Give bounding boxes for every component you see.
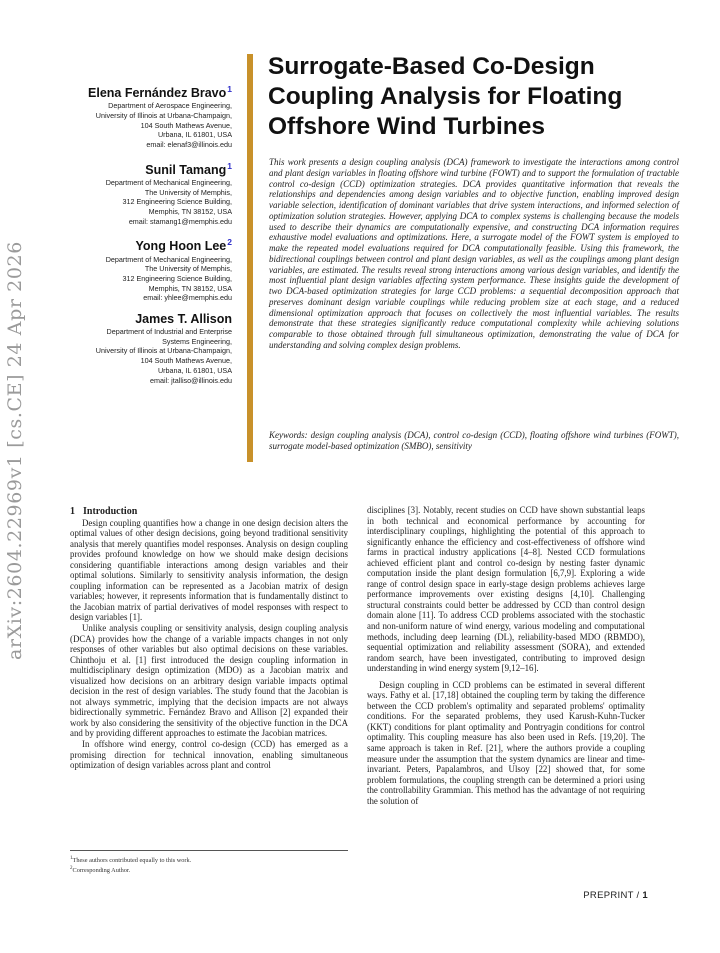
page-number: 1 (642, 890, 648, 901)
page-separator: / (636, 890, 640, 901)
affiliation-line: 104 South Mathews Avenue, (140, 120, 232, 130)
author-footnote-mark: 1 (227, 84, 232, 94)
section-number: 1 (70, 506, 75, 517)
author-name: Sunil Tamang$^1$ (145, 160, 232, 177)
abstract: This work presents a design coupling analysis (DCA) framework to investigate the interactions among control and plant design variables in floating offshore wind turbine (FOWT) and to support the formulation of tractable control co-design (CCD) optimization strategies. DCA provides quantitative information that reveals the relationships and dependencies among design variables and to objective function, enabling improved design variable selection, identification of dominant variables that drive system interactions, and informed selection of optimization solution strategies. However, applying DCA to complex systems is challenging because the models used to describe their dynamics are computationally expensive, and constructing DCA information requires exhaustive model evaluations and optimizations. Here, a surrogate model of the FOWT system is employed to make the repeated model evaluations required for DCA computationally feasible. Using this framework, the bidirectional couplings between control and plant design variables, as well as the couplings among plant design variables, are estimated. The results reveal strong interactions among various design variables, and identify the most influential plant design variables affecting system performance. These insights guide the development of two DCA-based optimization strategies for large CCD problems: a sequential decomposition approach that preserves dominant design variable couplings while reducing problem size at each stage, and a reduced dimensional optimization approach that focuses on collectively the most influential variables. The results demonstrate that these strategies significantly reduce computational complexity while achieving solutions comparable to those obtained through full simultaneous optimization, demonstrating the value of DCA for understanding and solving complex design problems. (269, 157, 679, 350)
affiliation-line: University of Illinois at Urbana-Champaign, (95, 346, 232, 356)
affiliation-line: 104 South Mathews Avenue, (140, 356, 232, 366)
author-name: Elena Fernández Bravo$^1$ (88, 84, 232, 101)
author-name: Yong Hoon Lee$^2$ (135, 237, 232, 254)
affiliation-line: 312 Engineering Science Building, (122, 197, 232, 207)
body-column-left (70, 507, 348, 771)
affiliation-line: Department of Industrial and Enterprise (106, 327, 232, 337)
author-entry (60, 235, 232, 303)
body-column-right (367, 505, 645, 806)
affiliation-line: The University of Memphis, (144, 264, 232, 274)
paragraph: Unlike analysis coupling or sensitivity analysis, design coupling analysis (DCA) provides how the change of a variable impacts changes in not only responses of other variables but also optimal decisions on these variables. Chinthoju et al. [1] first introduced the design coupling information in multidisciplinary design optimization (MDO) as a Jacobian matrix and visualized how decisions on an arbitrary design variable impacts optimal decision in the rest of design variables. The study found that the Jacobian is not always symmetric, implying that the decision impacts are not always bidirectionally symmetric. Fernández Bravo and Allison [2] expanded their work by also considering the sensitivity of the objective function in the DCA and by providing different approaches to estimate the Jacobian matrices. (70, 623, 348, 739)
footnotes (70, 850, 348, 875)
author-entry (60, 312, 232, 385)
affiliation-line: Systems Engineering, (162, 336, 232, 346)
paragraph: Design coupling quantifies how a change in one design decision alters the optimal values of other design decisions, going beyond traditional sensitivity analysis that merely quantifies model responses. Analysis on design coupling provides profound knowledge on how we should make design decisions considering quantifiable interactions among design variables and their optimal solutions. Similarly to sensitivity analysis information, the design coupling information can be represented as a Jacobian matrix of design variables; however, it represents information that is fundamentally distinct to the Jacobian matrix of partial derivatives of model responses with respect to design variables [1]. (70, 517, 348, 623)
affiliation-line: Memphis, TN 38152, USA (148, 283, 232, 293)
author-block (60, 82, 232, 394)
affiliation-line: Urbana, IL 61801, USA (157, 365, 232, 375)
affiliation-line: 312 Engineering Science Building, (122, 273, 232, 283)
affiliation-line: Department of Aerospace Engineering, (108, 101, 232, 111)
affiliation-line: Department of Mechanical Engineering, (105, 177, 232, 187)
author-email: email: yhlee@memphis.edu (143, 293, 232, 303)
paragraph: Design coupling in CCD problems can be estimated in several different ways. Fathy et al. [17,18] obtained the coupling term by taking the difference between the CCD problem's optimality and separated problems' optimality conditions. For the separated problems, they used Karush-Kuhn-Tucker (KKT) conditions for plant optimality and Pontryagin conditions for control optimality. This coupling measure has also been used in Refs. [19,20]. The same approach is taken in Ref. [21], where the authors provide a coupling measure under the assumption that the system dynamics are linear and time-invariant. Peters, Papalambros, and Ulsoy [22] showed that, for some problem formulations, the coupling strength can be determined a priori using the controllability Grammian. This method has the advantage of not requiring the solution of (367, 679, 645, 806)
arxiv-stamp: arXiv:2604.22969v1 [cs.CE] 24 Apr 2026 (4, 241, 26, 660)
section-title: Introduction (83, 506, 138, 517)
author-footnote-mark: 1 (227, 160, 232, 171)
affiliation-line: The University of Memphis, (144, 187, 232, 197)
footnote: $^2$Corresponding Author. (70, 866, 131, 875)
title-line: Surrogate-Based Co-Design (268, 53, 595, 80)
paragraph: disciplines [3]. Notably, recent studies on CCD have shown substantial leaps in both technical and economical performance by accounting for interdisciplinary couplings, highlighting the potential of this approach to significantly enhance the efficiency and cost-effectiveness of offshore wind farms in practical industry applications [4–8]. Nested CCD formulations achieved efficient plant and control co-design by nesting faster dynamic computation inside the plant design formulation [6,7,9]. Exploring a wide range of control design space in early-stage design problems achieves large performance improvements over existing designs [4,10]. Challenging structural constraints could better be addressed by CCD than control design domain alone [11]. To address CCD problems associated with the stochastic and non-uniform nature of wind energy, various modeling and computational methods, including deep learning (DL), reliability-based MDO (RBMDO), sequential optimization and reliability assessment (SORA), and extended random search, have been investigated, contributing to improved design understanding in wind energy system [9,12–16]. (367, 505, 645, 674)
author-entry (60, 159, 232, 227)
author-email: email: elenaf3@illinois.edu (146, 139, 232, 149)
accent-bar (247, 54, 253, 462)
author-entry (60, 82, 232, 150)
page-footer (540, 890, 648, 901)
section-heading (70, 507, 348, 518)
paragraph: In offshore wind energy, control co-design (CCD) has emerged as a promising direction for technical innovation, enabling simultaneous optimization of design variables across plant and control (70, 739, 348, 771)
title-line: Coupling Analysis for Floating (268, 83, 623, 110)
title-line: Offshore Wind Turbines (268, 113, 545, 140)
author-email: email: stamang1@memphis.edu (128, 216, 232, 226)
affiliation-line: Urbana, IL 61801, USA (157, 130, 232, 140)
affiliation-line: University of Illinois at Urbana-Champaign, (95, 110, 232, 120)
footnote: $^1$These authors contributed equally to this work. (70, 856, 192, 865)
author-name: James T. Allison (135, 312, 232, 327)
preprint-label: PREPRINT (583, 890, 634, 901)
paper-title (268, 52, 688, 142)
author-footnote-mark: 2 (227, 237, 232, 248)
affiliation-line: Department of Mechanical Engineering, (105, 254, 232, 264)
keywords: Keywords: design coupling analysis (DCA), control co-design (CCD), floating offshore wind turbines (FOWT), surrogate model-based optimization (SMBO), sensitivity (269, 430, 679, 451)
author-email: email: jtalliso@illinois.edu (150, 375, 232, 385)
affiliation-line: Memphis, TN 38152, USA (148, 206, 232, 216)
